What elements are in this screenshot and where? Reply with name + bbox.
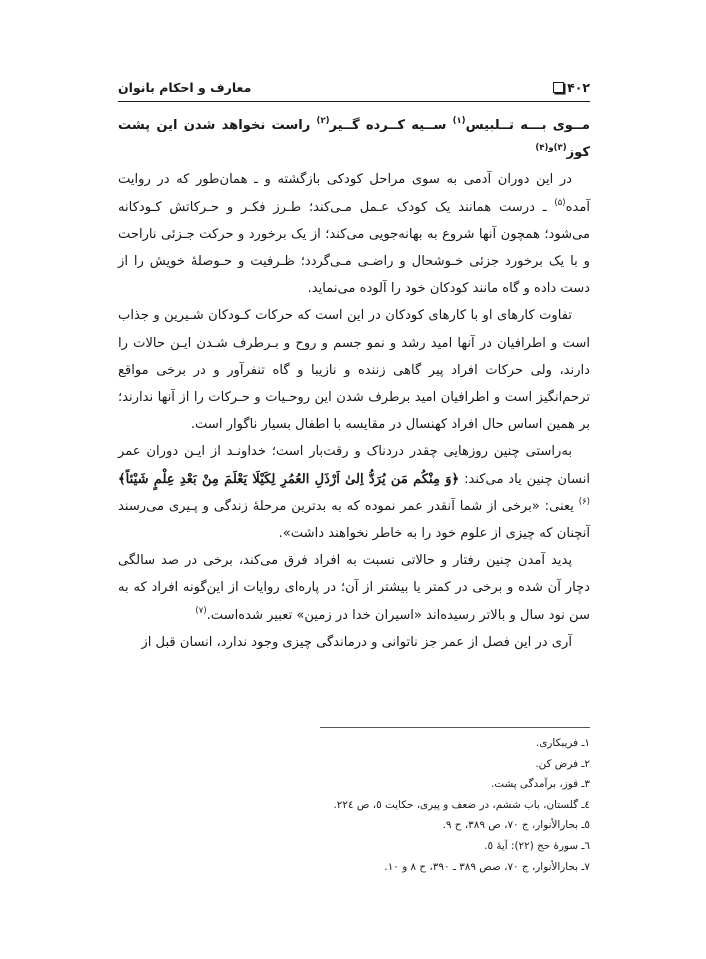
square-bullet-icon — [553, 82, 564, 93]
footnote-3: ۳ـ قوز، برآمدگی پشت. — [490, 778, 590, 791]
page-header — [118, 76, 590, 98]
footnote-ref-1: (۱) — [452, 116, 466, 126]
book-title: معارف و احکام بانوان — [118, 79, 252, 95]
paragraph-text: آری در این فصل از عمر جز ناتوانی و درماندگی چیزی وجود ندارد، انسان قبل از — [141, 634, 572, 650]
footnote-ref-7: (۷) — [195, 605, 207, 616]
footnote-ref-2: (۲) — [316, 116, 330, 126]
paragraph-quran — [118, 438, 590, 547]
footnote-ref-5: (۵) — [554, 197, 566, 208]
footnote-7: ٧ـ بحارالأنوار، ج ٧٠، صص ٣٨٩ ـ ٣٩٠، ح ٨ و ١٠. — [384, 860, 590, 873]
poem-part-1: مــوی بـــه تــلبیس — [465, 118, 590, 133]
paragraph-text: پدید آمدن چنین رفتار و حالاتی نسبت به افراد فرق می‌کند، برخی در صد سالگی دچار آن شده و برخی در کمتر یا بیشتر از آن؛ در پاره‌ای روایات از این‌گونه افراد که به سن نود سال و بالاتر رسیده‌اند «اسیران خدا در زمین» تعبیر شده‌است. — [118, 553, 590, 623]
quran-verse: ﴿وَ مِنْكُم مَن يُرَدُّ اِلىٰ اَرْذَلِ العُمُرِ لِكَيْلَا يَعْلَمَ مِنْ بَعْدِ عِلْمٍ شَيْئاً﴾ — [118, 471, 460, 487]
paragraph-variation — [118, 547, 590, 629]
footnotes — [118, 733, 590, 877]
paragraph-text: تفاوت کارهای او با کارهای کودکان در این است که حرکات کـودکان شـیرین و جذاب است و اطرافیان در آنها امید رشد و نمو جسم و روح و بـرطرف شـدن ایـن حالات را دارند، ولی حرکات افراد پیر گاهی زننده و نازیبا و گاه تنفرآور و در برخی مواقع ترحم‌انگیز است و اطرافیان امید برطرف شدن این روحـیات و حـرکات را از آنها ندارند؛ بر همین اساس حال افراد کهنسال در مقایسه با اطفال بسیار ناگوار است. — [118, 308, 590, 433]
footnote-4: ٤ـ گلستان، باب ششم، در ضعف و پیری، حکایت ٥، ص ٢٢٤. — [333, 798, 590, 811]
body-text — [118, 112, 590, 656]
paragraph-final — [118, 629, 590, 656]
paragraph-childhood — [118, 166, 590, 302]
footnote-ref-6: (۶) — [578, 496, 590, 507]
page-number: ۴۰۲ — [567, 79, 590, 95]
paragraph-text: ـ درست همانند یک کودک عـمل مـی‌کند؛ طـرز فکـر و حـرکاتش کـودکانه می‌شود؛ همچون آنها شروع به بهانه‌جویی می‌کند؛ از یک برخورد و حرکت جـزئی ناراحت و با یک برخورد جزئی خـوشحال و راضـی مـی‌گردد؛ ظـرفیت و حـوصلهٔ خویش را از دست داده و گاه مانند کودکان خود را آلوده می‌نماید. — [118, 199, 590, 297]
page-number-group — [553, 80, 590, 95]
paragraph-difference — [118, 302, 590, 438]
footnote-2: ۲ـ فرض کن. — [535, 757, 590, 770]
paragraph-text: به‌راستی چنین روزهایی چقدر دردناک و رقت‌بار است؛ خداونـد از ایـن دوران عمر انسان چنین یاد می‌کند: — [118, 444, 590, 487]
footnote-1: ۱ـ فریبکاری. — [535, 737, 590, 749]
footnote-5: ٥ـ بحارالأنوار، ج ٧٠، ص ٣٨٩، ح ٩. — [442, 819, 590, 832]
poem-part-2: ســیه کــرده گــیر — [329, 118, 453, 133]
paragraph-text: در این دوران آدمی به سوی مراحل کودکی بازگشته و ـ همان‌طور که در روایت آمده — [118, 172, 590, 215]
header-divider — [118, 101, 590, 102]
footnote-ref-3-4: (۳)و(۴) — [535, 143, 567, 154]
poem-line — [118, 112, 590, 166]
footnote-6: ٦ـ سورهٔ حج (٢٢): آیهٔ ٥. — [484, 839, 590, 852]
footnote-divider — [320, 727, 590, 728]
paragraph-text: یعنی: «برخی از شما آنقدر عمر نموده که به بدترین مرحلهٔ زندگی و پـیری می‌رسند آنچنان که چیزی از علوم خود را به خاطر نخواهند داشت». — [118, 498, 590, 542]
poem-part-3: راست نخواهد شدن این پشت کوز — [118, 118, 590, 161]
